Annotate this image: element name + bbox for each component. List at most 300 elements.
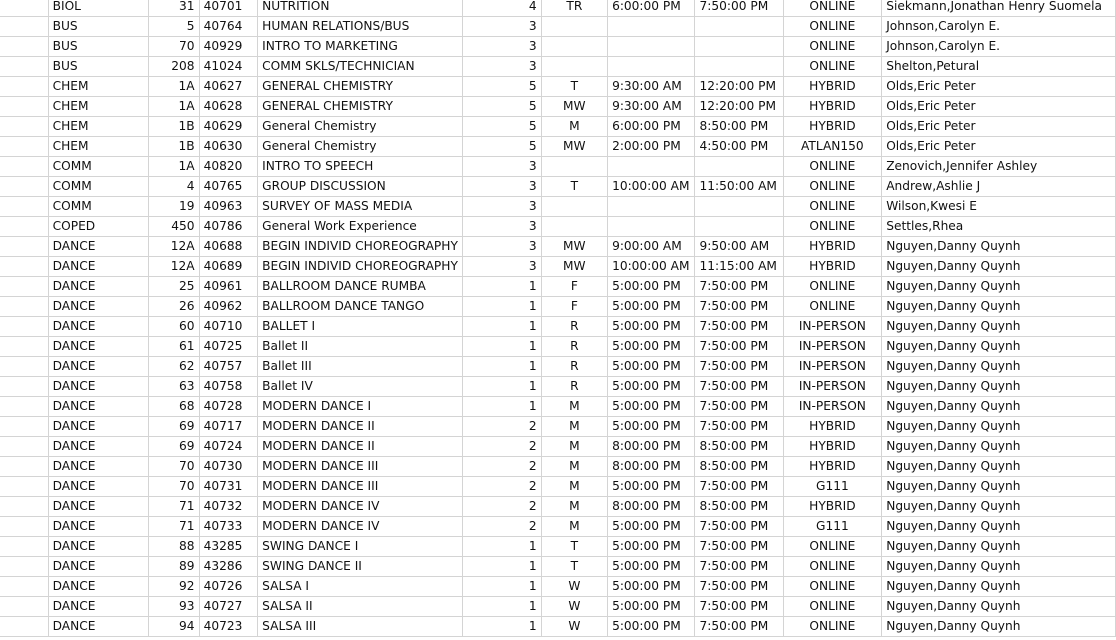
- end-time-cell[interactable]: [695, 217, 783, 237]
- days-cell[interactable]: [541, 17, 607, 37]
- start-time-cell[interactable]: 5:00:00 PM: [608, 297, 695, 317]
- course-title-cell[interactable]: BEGIN INDIVID CHOREOGRAPHY: [258, 237, 463, 257]
- instructor-cell[interactable]: Nguyen,Danny Quynh: [882, 377, 1116, 397]
- course-title-cell[interactable]: NUTRITION: [258, 0, 463, 17]
- start-time-cell[interactable]: 5:00:00 PM: [608, 397, 695, 417]
- units-cell[interactable]: 5: [463, 117, 542, 137]
- section-number-cell[interactable]: 40962: [199, 297, 258, 317]
- section-number-cell[interactable]: 40820: [199, 157, 258, 177]
- end-time-cell[interactable]: 7:50:00 PM: [695, 397, 783, 417]
- section-number-cell[interactable]: 40731: [199, 477, 258, 497]
- days-cell[interactable]: F: [541, 297, 607, 317]
- instructor-cell[interactable]: Nguyen,Danny Quynh: [882, 497, 1116, 517]
- subject-cell[interactable]: DANCE: [48, 397, 148, 417]
- empty-cell[interactable]: [0, 97, 48, 117]
- course-number-cell[interactable]: 26: [149, 297, 200, 317]
- section-number-cell[interactable]: 40758: [199, 377, 258, 397]
- empty-cell[interactable]: [0, 237, 48, 257]
- subject-cell[interactable]: DANCE: [48, 317, 148, 337]
- section-number-cell[interactable]: 40710: [199, 317, 258, 337]
- units-cell[interactable]: 1: [463, 357, 542, 377]
- empty-cell[interactable]: [0, 557, 48, 577]
- section-number-cell[interactable]: 40723: [199, 617, 258, 637]
- location-cell[interactable]: ONLINE: [783, 297, 882, 317]
- empty-cell[interactable]: [0, 397, 48, 417]
- empty-cell[interactable]: [0, 277, 48, 297]
- course-number-cell[interactable]: 88: [149, 537, 200, 557]
- course-number-cell[interactable]: 31: [149, 0, 200, 17]
- units-cell[interactable]: 1: [463, 297, 542, 317]
- units-cell[interactable]: 1: [463, 317, 542, 337]
- section-number-cell[interactable]: 40688: [199, 237, 258, 257]
- empty-cell[interactable]: [0, 597, 48, 617]
- empty-cell[interactable]: [0, 217, 48, 237]
- empty-cell[interactable]: [0, 297, 48, 317]
- course-title-cell[interactable]: GENERAL CHEMISTRY: [258, 77, 463, 97]
- instructor-cell[interactable]: Settles,Rhea: [882, 217, 1116, 237]
- course-number-cell[interactable]: 94: [149, 617, 200, 637]
- end-time-cell[interactable]: [695, 57, 783, 77]
- start-time-cell[interactable]: 8:00:00 PM: [608, 497, 695, 517]
- end-time-cell[interactable]: 8:50:00 PM: [695, 437, 783, 457]
- instructor-cell[interactable]: Nguyen,Danny Quynh: [882, 417, 1116, 437]
- location-cell[interactable]: ONLINE: [783, 197, 882, 217]
- start-time-cell[interactable]: 10:00:00 AM: [608, 257, 695, 277]
- units-cell[interactable]: 1: [463, 337, 542, 357]
- course-number-cell[interactable]: 62: [149, 357, 200, 377]
- subject-cell[interactable]: DANCE: [48, 237, 148, 257]
- course-number-cell[interactable]: 60: [149, 317, 200, 337]
- course-title-cell[interactable]: MODERN DANCE I: [258, 397, 463, 417]
- end-time-cell[interactable]: 7:50:00 PM: [695, 517, 783, 537]
- start-time-cell[interactable]: 2:00:00 PM: [608, 137, 695, 157]
- empty-cell[interactable]: [0, 57, 48, 77]
- subject-cell[interactable]: DANCE: [48, 377, 148, 397]
- units-cell[interactable]: 2: [463, 497, 542, 517]
- subject-cell[interactable]: CHEM: [48, 77, 148, 97]
- location-cell[interactable]: ATLAN150: [783, 137, 882, 157]
- section-number-cell[interactable]: 40727: [199, 597, 258, 617]
- end-time-cell[interactable]: 9:50:00 AM: [695, 237, 783, 257]
- subject-cell[interactable]: DANCE: [48, 597, 148, 617]
- section-number-cell[interactable]: 40733: [199, 517, 258, 537]
- instructor-cell[interactable]: Nguyen,Danny Quynh: [882, 317, 1116, 337]
- days-cell[interactable]: [541, 57, 607, 77]
- course-title-cell[interactable]: INTRO TO SPEECH: [258, 157, 463, 177]
- empty-cell[interactable]: [0, 117, 48, 137]
- location-cell[interactable]: ONLINE: [783, 277, 882, 297]
- section-number-cell[interactable]: 40961: [199, 277, 258, 297]
- empty-cell[interactable]: [0, 477, 48, 497]
- units-cell[interactable]: 1: [463, 617, 542, 637]
- section-number-cell[interactable]: 40629: [199, 117, 258, 137]
- location-cell[interactable]: HYBRID: [783, 437, 882, 457]
- course-number-cell[interactable]: 5: [149, 17, 200, 37]
- subject-cell[interactable]: DANCE: [48, 617, 148, 637]
- days-cell[interactable]: R: [541, 317, 607, 337]
- days-cell[interactable]: W: [541, 577, 607, 597]
- course-title-cell[interactable]: SALSA I: [258, 577, 463, 597]
- instructor-cell[interactable]: Nguyen,Danny Quynh: [882, 597, 1116, 617]
- days-cell[interactable]: W: [541, 617, 607, 637]
- instructor-cell[interactable]: Nguyen,Danny Quynh: [882, 277, 1116, 297]
- units-cell[interactable]: 2: [463, 477, 542, 497]
- end-time-cell[interactable]: 11:50:00 AM: [695, 177, 783, 197]
- units-cell[interactable]: 3: [463, 197, 542, 217]
- subject-cell[interactable]: COPED: [48, 217, 148, 237]
- days-cell[interactable]: TR: [541, 0, 607, 17]
- start-time-cell[interactable]: 5:00:00 PM: [608, 597, 695, 617]
- end-time-cell[interactable]: 12:20:00 PM: [695, 97, 783, 117]
- units-cell[interactable]: 3: [463, 217, 542, 237]
- days-cell[interactable]: [541, 217, 607, 237]
- instructor-cell[interactable]: Andrew,Ashlie J: [882, 177, 1116, 197]
- location-cell[interactable]: HYBRID: [783, 237, 882, 257]
- course-title-cell[interactable]: Ballet IV: [258, 377, 463, 397]
- instructor-cell[interactable]: Olds,Eric Peter: [882, 117, 1116, 137]
- units-cell[interactable]: 5: [463, 97, 542, 117]
- end-time-cell[interactable]: 7:50:00 PM: [695, 577, 783, 597]
- empty-cell[interactable]: [0, 257, 48, 277]
- section-number-cell[interactable]: 40689: [199, 257, 258, 277]
- section-number-cell[interactable]: 40627: [199, 77, 258, 97]
- location-cell[interactable]: ONLINE: [783, 157, 882, 177]
- end-time-cell[interactable]: 12:20:00 PM: [695, 77, 783, 97]
- start-time-cell[interactable]: [608, 57, 695, 77]
- instructor-cell[interactable]: Nguyen,Danny Quynh: [882, 337, 1116, 357]
- subject-cell[interactable]: BIOL: [48, 0, 148, 17]
- location-cell[interactable]: HYBRID: [783, 77, 882, 97]
- section-number-cell[interactable]: 40724: [199, 437, 258, 457]
- course-number-cell[interactable]: 92: [149, 577, 200, 597]
- subject-cell[interactable]: BUS: [48, 57, 148, 77]
- end-time-cell[interactable]: 7:50:00 PM: [695, 377, 783, 397]
- empty-cell[interactable]: [0, 617, 48, 637]
- location-cell[interactable]: HYBRID: [783, 497, 882, 517]
- course-number-cell[interactable]: 19: [149, 197, 200, 217]
- section-number-cell[interactable]: 40732: [199, 497, 258, 517]
- section-number-cell[interactable]: 43285: [199, 537, 258, 557]
- course-number-cell[interactable]: 12A: [149, 257, 200, 277]
- location-cell[interactable]: G111: [783, 517, 882, 537]
- days-cell[interactable]: M: [541, 417, 607, 437]
- end-time-cell[interactable]: 8:50:00 PM: [695, 497, 783, 517]
- instructor-cell[interactable]: Nguyen,Danny Quynh: [882, 437, 1116, 457]
- start-time-cell[interactable]: 8:00:00 PM: [608, 457, 695, 477]
- course-number-cell[interactable]: 208: [149, 57, 200, 77]
- subject-cell[interactable]: DANCE: [48, 257, 148, 277]
- course-number-cell[interactable]: 1B: [149, 137, 200, 157]
- days-cell[interactable]: M: [541, 497, 607, 517]
- subject-cell[interactable]: DANCE: [48, 557, 148, 577]
- empty-cell[interactable]: [0, 377, 48, 397]
- start-time-cell[interactable]: 5:00:00 PM: [608, 617, 695, 637]
- empty-cell[interactable]: [0, 157, 48, 177]
- subject-cell[interactable]: DANCE: [48, 277, 148, 297]
- section-number-cell[interactable]: 40726: [199, 577, 258, 597]
- location-cell[interactable]: HYBRID: [783, 257, 882, 277]
- empty-cell[interactable]: [0, 137, 48, 157]
- location-cell[interactable]: G111: [783, 477, 882, 497]
- location-cell[interactable]: IN-PERSON: [783, 377, 882, 397]
- section-number-cell[interactable]: 40929: [199, 37, 258, 57]
- start-time-cell[interactable]: 5:00:00 PM: [608, 357, 695, 377]
- location-cell[interactable]: HYBRID: [783, 117, 882, 137]
- end-time-cell[interactable]: [695, 17, 783, 37]
- end-time-cell[interactable]: [695, 37, 783, 57]
- start-time-cell[interactable]: 5:00:00 PM: [608, 477, 695, 497]
- start-time-cell[interactable]: [608, 217, 695, 237]
- course-title-cell[interactable]: BALLROOM DANCE TANGO: [258, 297, 463, 317]
- course-title-cell[interactable]: SWING DANCE II: [258, 557, 463, 577]
- instructor-cell[interactable]: Nguyen,Danny Quynh: [882, 457, 1116, 477]
- start-time-cell[interactable]: 5:00:00 PM: [608, 537, 695, 557]
- start-time-cell[interactable]: 9:00:00 AM: [608, 237, 695, 257]
- units-cell[interactable]: 4: [463, 0, 542, 17]
- course-number-cell[interactable]: 4: [149, 177, 200, 197]
- subject-cell[interactable]: DANCE: [48, 337, 148, 357]
- location-cell[interactable]: ONLINE: [783, 17, 882, 37]
- days-cell[interactable]: M: [541, 457, 607, 477]
- units-cell[interactable]: 1: [463, 277, 542, 297]
- subject-cell[interactable]: CHEM: [48, 117, 148, 137]
- start-time-cell[interactable]: 5:00:00 PM: [608, 377, 695, 397]
- units-cell[interactable]: 1: [463, 577, 542, 597]
- end-time-cell[interactable]: 11:15:00 AM: [695, 257, 783, 277]
- location-cell[interactable]: ONLINE: [783, 537, 882, 557]
- course-title-cell[interactable]: General Work Experience: [258, 217, 463, 237]
- empty-cell[interactable]: [0, 577, 48, 597]
- days-cell[interactable]: M: [541, 477, 607, 497]
- instructor-cell[interactable]: Nguyen,Danny Quynh: [882, 617, 1116, 637]
- units-cell[interactable]: 2: [463, 417, 542, 437]
- end-time-cell[interactable]: 7:50:00 PM: [695, 417, 783, 437]
- course-title-cell[interactable]: General Chemistry: [258, 137, 463, 157]
- course-title-cell[interactable]: BALLROOM DANCE RUMBA: [258, 277, 463, 297]
- days-cell[interactable]: MW: [541, 257, 607, 277]
- units-cell[interactable]: 3: [463, 257, 542, 277]
- subject-cell[interactable]: DANCE: [48, 357, 148, 377]
- instructor-cell[interactable]: Nguyen,Danny Quynh: [882, 557, 1116, 577]
- end-time-cell[interactable]: 7:50:00 PM: [695, 277, 783, 297]
- location-cell[interactable]: HYBRID: [783, 457, 882, 477]
- empty-cell[interactable]: [0, 437, 48, 457]
- course-number-cell[interactable]: 12A: [149, 237, 200, 257]
- days-cell[interactable]: R: [541, 377, 607, 397]
- section-number-cell[interactable]: 40630: [199, 137, 258, 157]
- subject-cell[interactable]: BUS: [48, 37, 148, 57]
- empty-cell[interactable]: [0, 357, 48, 377]
- instructor-cell[interactable]: Olds,Eric Peter: [882, 97, 1116, 117]
- start-time-cell[interactable]: [608, 197, 695, 217]
- course-number-cell[interactable]: 25: [149, 277, 200, 297]
- section-number-cell[interactable]: 40786: [199, 217, 258, 237]
- course-title-cell[interactable]: Ballet III: [258, 357, 463, 377]
- instructor-cell[interactable]: Olds,Eric Peter: [882, 137, 1116, 157]
- end-time-cell[interactable]: 7:50:00 PM: [695, 0, 783, 17]
- course-number-cell[interactable]: 63: [149, 377, 200, 397]
- end-time-cell[interactable]: 7:50:00 PM: [695, 357, 783, 377]
- course-number-cell[interactable]: 70: [149, 477, 200, 497]
- course-title-cell[interactable]: SURVEY OF MASS MEDIA: [258, 197, 463, 217]
- course-number-cell[interactable]: 69: [149, 437, 200, 457]
- end-time-cell[interactable]: 7:50:00 PM: [695, 617, 783, 637]
- empty-cell[interactable]: [0, 337, 48, 357]
- start-time-cell[interactable]: 9:30:00 AM: [608, 77, 695, 97]
- units-cell[interactable]: 3: [463, 17, 542, 37]
- empty-cell[interactable]: [0, 537, 48, 557]
- start-time-cell[interactable]: 9:30:00 AM: [608, 97, 695, 117]
- subject-cell[interactable]: DANCE: [48, 497, 148, 517]
- start-time-cell[interactable]: [608, 17, 695, 37]
- course-title-cell[interactable]: MODERN DANCE II: [258, 437, 463, 457]
- end-time-cell[interactable]: 7:50:00 PM: [695, 557, 783, 577]
- start-time-cell[interactable]: 5:00:00 PM: [608, 517, 695, 537]
- start-time-cell[interactable]: 10:00:00 AM: [608, 177, 695, 197]
- days-cell[interactable]: R: [541, 357, 607, 377]
- subject-cell[interactable]: DANCE: [48, 537, 148, 557]
- empty-cell[interactable]: [0, 497, 48, 517]
- location-cell[interactable]: ONLINE: [783, 597, 882, 617]
- location-cell[interactable]: ONLINE: [783, 617, 882, 637]
- course-number-cell[interactable]: 70: [149, 37, 200, 57]
- end-time-cell[interactable]: [695, 157, 783, 177]
- course-number-cell[interactable]: 89: [149, 557, 200, 577]
- section-number-cell[interactable]: 40728: [199, 397, 258, 417]
- location-cell[interactable]: IN-PERSON: [783, 317, 882, 337]
- course-title-cell[interactable]: GENERAL CHEMISTRY: [258, 97, 463, 117]
- course-title-cell[interactable]: SWING DANCE I: [258, 537, 463, 557]
- course-title-cell[interactable]: HUMAN RELATIONS/BUS: [258, 17, 463, 37]
- units-cell[interactable]: 3: [463, 157, 542, 177]
- days-cell[interactable]: [541, 157, 607, 177]
- start-time-cell[interactable]: [608, 37, 695, 57]
- section-number-cell[interactable]: 40765: [199, 177, 258, 197]
- units-cell[interactable]: 1: [463, 597, 542, 617]
- end-time-cell[interactable]: 7:50:00 PM: [695, 337, 783, 357]
- location-cell[interactable]: ONLINE: [783, 577, 882, 597]
- course-title-cell[interactable]: MODERN DANCE IV: [258, 517, 463, 537]
- section-number-cell[interactable]: 40725: [199, 337, 258, 357]
- end-time-cell[interactable]: 7:50:00 PM: [695, 317, 783, 337]
- instructor-cell[interactable]: Zenovich,Jennifer Ashley: [882, 157, 1116, 177]
- location-cell[interactable]: ONLINE: [783, 217, 882, 237]
- units-cell[interactable]: 3: [463, 57, 542, 77]
- subject-cell[interactable]: DANCE: [48, 457, 148, 477]
- instructor-cell[interactable]: Johnson,Carolyn E.: [882, 37, 1116, 57]
- location-cell[interactable]: HYBRID: [783, 97, 882, 117]
- start-time-cell[interactable]: 5:00:00 PM: [608, 317, 695, 337]
- instructor-cell[interactable]: Siekmann,Jonathan Henry Suomela: [882, 0, 1116, 17]
- subject-cell[interactable]: DANCE: [48, 477, 148, 497]
- days-cell[interactable]: R: [541, 337, 607, 357]
- days-cell[interactable]: T: [541, 77, 607, 97]
- instructor-cell[interactable]: Nguyen,Danny Quynh: [882, 577, 1116, 597]
- end-time-cell[interactable]: [695, 197, 783, 217]
- subject-cell[interactable]: CHEM: [48, 137, 148, 157]
- days-cell[interactable]: F: [541, 277, 607, 297]
- units-cell[interactable]: 2: [463, 437, 542, 457]
- course-title-cell[interactable]: MODERN DANCE IV: [258, 497, 463, 517]
- start-time-cell[interactable]: 5:00:00 PM: [608, 557, 695, 577]
- days-cell[interactable]: MW: [541, 97, 607, 117]
- units-cell[interactable]: 2: [463, 517, 542, 537]
- empty-cell[interactable]: [0, 0, 48, 17]
- days-cell[interactable]: M: [541, 397, 607, 417]
- start-time-cell[interactable]: 5:00:00 PM: [608, 337, 695, 357]
- start-time-cell[interactable]: 5:00:00 PM: [608, 417, 695, 437]
- units-cell[interactable]: 2: [463, 457, 542, 477]
- end-time-cell[interactable]: 8:50:00 PM: [695, 117, 783, 137]
- units-cell[interactable]: 3: [463, 37, 542, 57]
- subject-cell[interactable]: COMM: [48, 177, 148, 197]
- end-time-cell[interactable]: 7:50:00 PM: [695, 597, 783, 617]
- location-cell[interactable]: ONLINE: [783, 557, 882, 577]
- course-number-cell[interactable]: 71: [149, 497, 200, 517]
- subject-cell[interactable]: DANCE: [48, 517, 148, 537]
- days-cell[interactable]: W: [541, 597, 607, 617]
- start-time-cell[interactable]: [608, 157, 695, 177]
- course-number-cell[interactable]: 1A: [149, 157, 200, 177]
- end-time-cell[interactable]: 4:50:00 PM: [695, 137, 783, 157]
- instructor-cell[interactable]: Olds,Eric Peter: [882, 77, 1116, 97]
- course-title-cell[interactable]: MODERN DANCE III: [258, 457, 463, 477]
- course-number-cell[interactable]: 450: [149, 217, 200, 237]
- start-time-cell[interactable]: 6:00:00 PM: [608, 117, 695, 137]
- days-cell[interactable]: M: [541, 117, 607, 137]
- instructor-cell[interactable]: Shelton,Petural: [882, 57, 1116, 77]
- course-number-cell[interactable]: 1A: [149, 77, 200, 97]
- subject-cell[interactable]: CHEM: [48, 97, 148, 117]
- start-time-cell[interactable]: 5:00:00 PM: [608, 277, 695, 297]
- units-cell[interactable]: 5: [463, 137, 542, 157]
- instructor-cell[interactable]: Johnson,Carolyn E.: [882, 17, 1116, 37]
- instructor-cell[interactable]: Nguyen,Danny Quynh: [882, 297, 1116, 317]
- units-cell[interactable]: 3: [463, 237, 542, 257]
- empty-cell[interactable]: [0, 317, 48, 337]
- days-cell[interactable]: M: [541, 517, 607, 537]
- location-cell[interactable]: ONLINE: [783, 177, 882, 197]
- course-number-cell[interactable]: 93: [149, 597, 200, 617]
- units-cell[interactable]: 1: [463, 557, 542, 577]
- units-cell[interactable]: 1: [463, 377, 542, 397]
- course-title-cell[interactable]: COMM SKLS/TECHNICIAN: [258, 57, 463, 77]
- end-time-cell[interactable]: 8:50:00 PM: [695, 457, 783, 477]
- days-cell[interactable]: M: [541, 437, 607, 457]
- subject-cell[interactable]: COMM: [48, 197, 148, 217]
- subject-cell[interactable]: COMM: [48, 157, 148, 177]
- units-cell[interactable]: 1: [463, 397, 542, 417]
- course-number-cell[interactable]: 71: [149, 517, 200, 537]
- course-number-cell[interactable]: 69: [149, 417, 200, 437]
- end-time-cell[interactable]: 7:50:00 PM: [695, 537, 783, 557]
- course-number-cell[interactable]: 1B: [149, 117, 200, 137]
- subject-cell[interactable]: DANCE: [48, 417, 148, 437]
- location-cell[interactable]: IN-PERSON: [783, 397, 882, 417]
- instructor-cell[interactable]: Nguyen,Danny Quynh: [882, 357, 1116, 377]
- section-number-cell[interactable]: 40628: [199, 97, 258, 117]
- days-cell[interactable]: [541, 197, 607, 217]
- location-cell[interactable]: HYBRID: [783, 417, 882, 437]
- instructor-cell[interactable]: Nguyen,Danny Quynh: [882, 397, 1116, 417]
- instructor-cell[interactable]: Wilson,Kwesi E: [882, 197, 1116, 217]
- start-time-cell[interactable]: 6:00:00 PM: [608, 0, 695, 17]
- location-cell[interactable]: IN-PERSON: [783, 357, 882, 377]
- units-cell[interactable]: 3: [463, 177, 542, 197]
- empty-cell[interactable]: [0, 37, 48, 57]
- section-number-cell[interactable]: 40717: [199, 417, 258, 437]
- section-number-cell[interactable]: 43286: [199, 557, 258, 577]
